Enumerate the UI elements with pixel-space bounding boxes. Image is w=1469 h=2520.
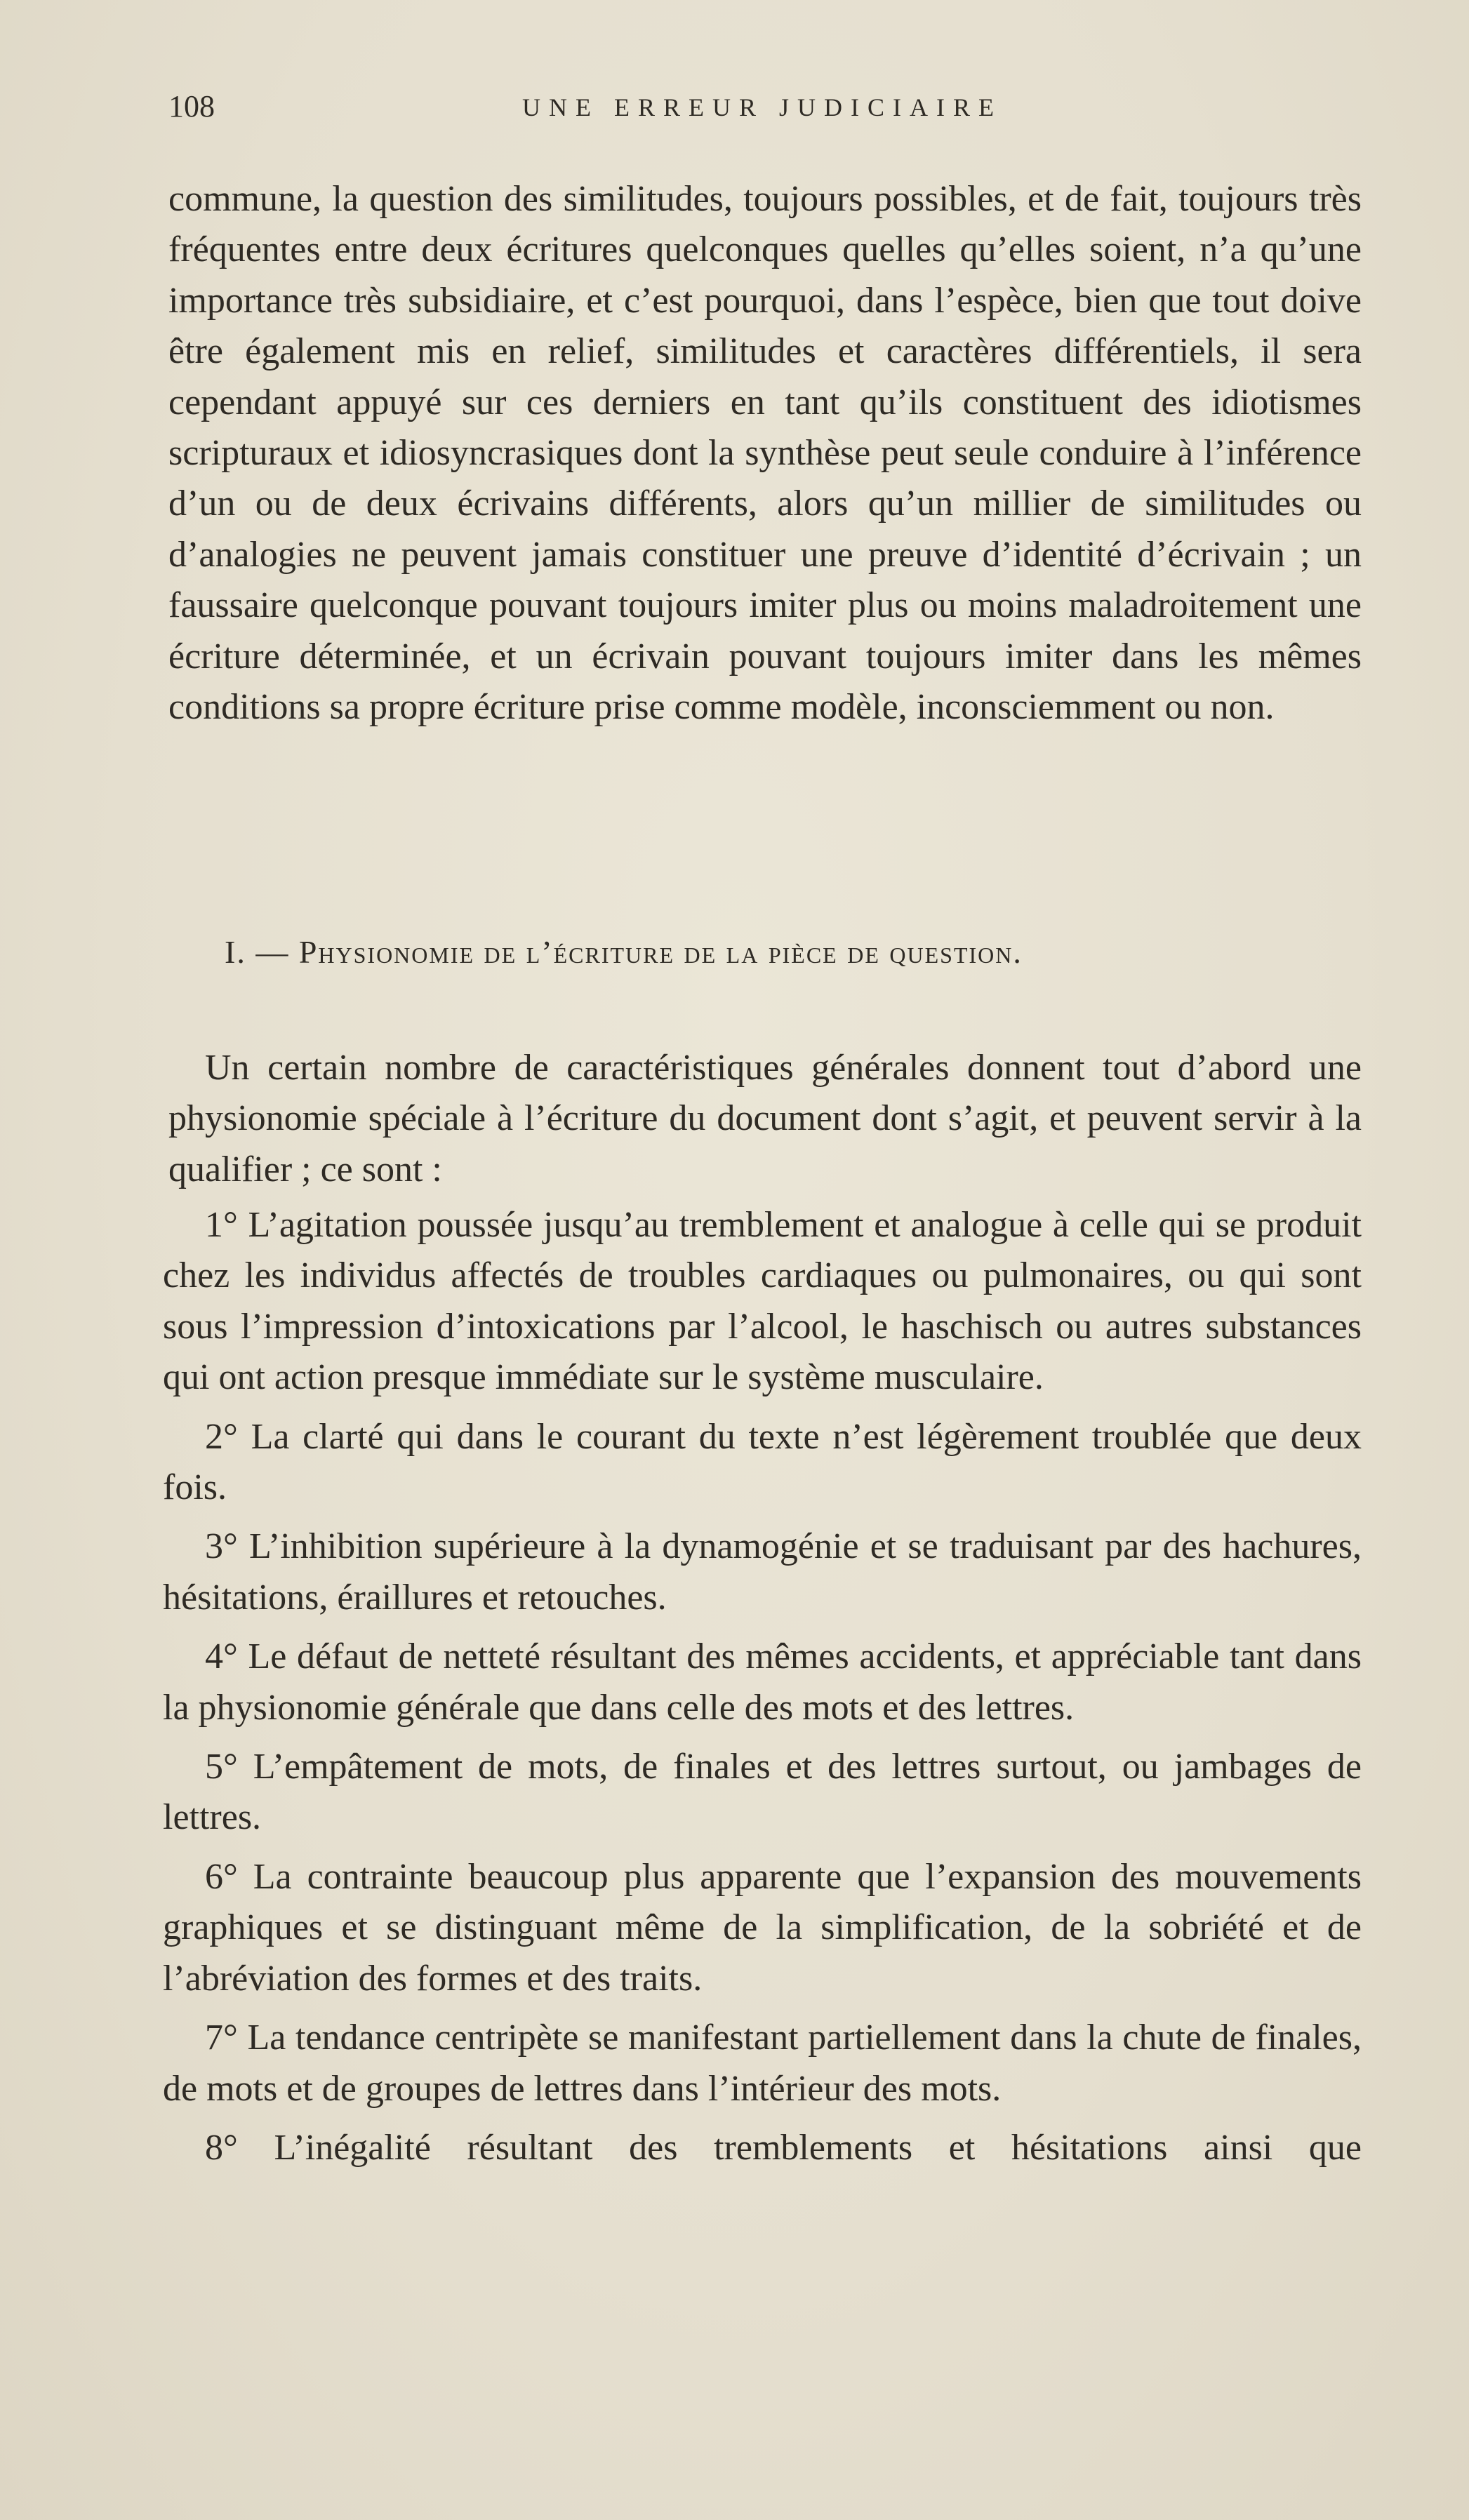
lead-paragraph: Un certain nombre de caractéristiques générales donnent tout d’abord une physionomie spéciale à l’écriture du document dont s’agit, et peuvent servir à la qualifier ; ce sont : bbox=[168, 1048, 1362, 1189]
list-item: 5° L’empâtement de mots, de finales et des lettres surtout, ou jambages de lettres. bbox=[163, 1747, 1362, 1838]
list-item: 8° L’inégalité résultant des tremblements et hésitations ainsi que bbox=[205, 2127, 1362, 2168]
intro-paragraph: commune, la question des similitudes, toujours possibles, et de fait, toujours très fréquentes entre deux écritures quelconques quelles qu’elles soient, n’a qu’une importance très subsidiaire, et c’est pourquoi, dans l’espèce, bien que tout doive être également mis en relief, similitudes et caractères différentiels, il sera cependant appuyé sur ces derniers en tant qu’ils constituent des idiotismes scripturaux et idiosyncrasiques dont la synthèse peut seule conduire à l’inférence d’un ou de deux écrivains différents, alors qu’un millier de similitudes ou d’analogies ne peuvent jamais constituer une preuve d’identité d’écrivain ; un faussaire quelconque pouvant toujours imiter plus ou moins maladroitement une écriture déterminée, et un écrivain pouvant toujours imiter dans les mêmes conditions sa propre écriture prise comme modèle, inconsciemment ou non. bbox=[168, 179, 1362, 728]
section-heading: I. — Physionomie de l’écriture de la pièce de question. bbox=[225, 934, 1023, 970]
list-item: 2° La clarté qui dans le courant du texte n’est légèrement troublée que deux fois. bbox=[163, 1416, 1362, 1508]
running-title: UNE ERREUR JUDICIAIRE bbox=[522, 93, 1002, 121]
list-item: 1° L’agitation poussée jusqu’au tremblement et analogue à celle qui se produit chez les individus affectés de troubles cardiaques ou pulmonaires, ou qui sont sous l’impression d’intoxications par l’alcool, le haschisch ou autres substances qui ont action presque immédiate sur le système musculaire. bbox=[163, 1205, 1362, 1398]
list-item: 4° Le défaut de netteté résultant des mêmes accidents, et appréciable tant dans la physionomie générale que dans celle des mots et des lettres. bbox=[163, 1636, 1362, 1728]
page-number: 108 bbox=[168, 89, 215, 124]
list-item: 3° L’inhibition supérieure à la dynamogénie et se traduisant par des hachures, hésitations, éraillures et retouches. bbox=[163, 1526, 1362, 1618]
list-item: 6° La contrainte beaucoup plus apparente que l’expansion des mouvements graphiques et se distinguant même de la simplification, de la sobriété et de l’abréviation des formes et des traits. bbox=[163, 1856, 1362, 1999]
page-header bbox=[168, 88, 1362, 131]
list-item: 7° La tendance centripète se manifestant partiellement dans la chute de finales, de mots et de groupes de lettres dans l’intérieur des mots. bbox=[163, 2018, 1362, 2109]
characteristics-list bbox=[163, 1200, 1362, 2182]
